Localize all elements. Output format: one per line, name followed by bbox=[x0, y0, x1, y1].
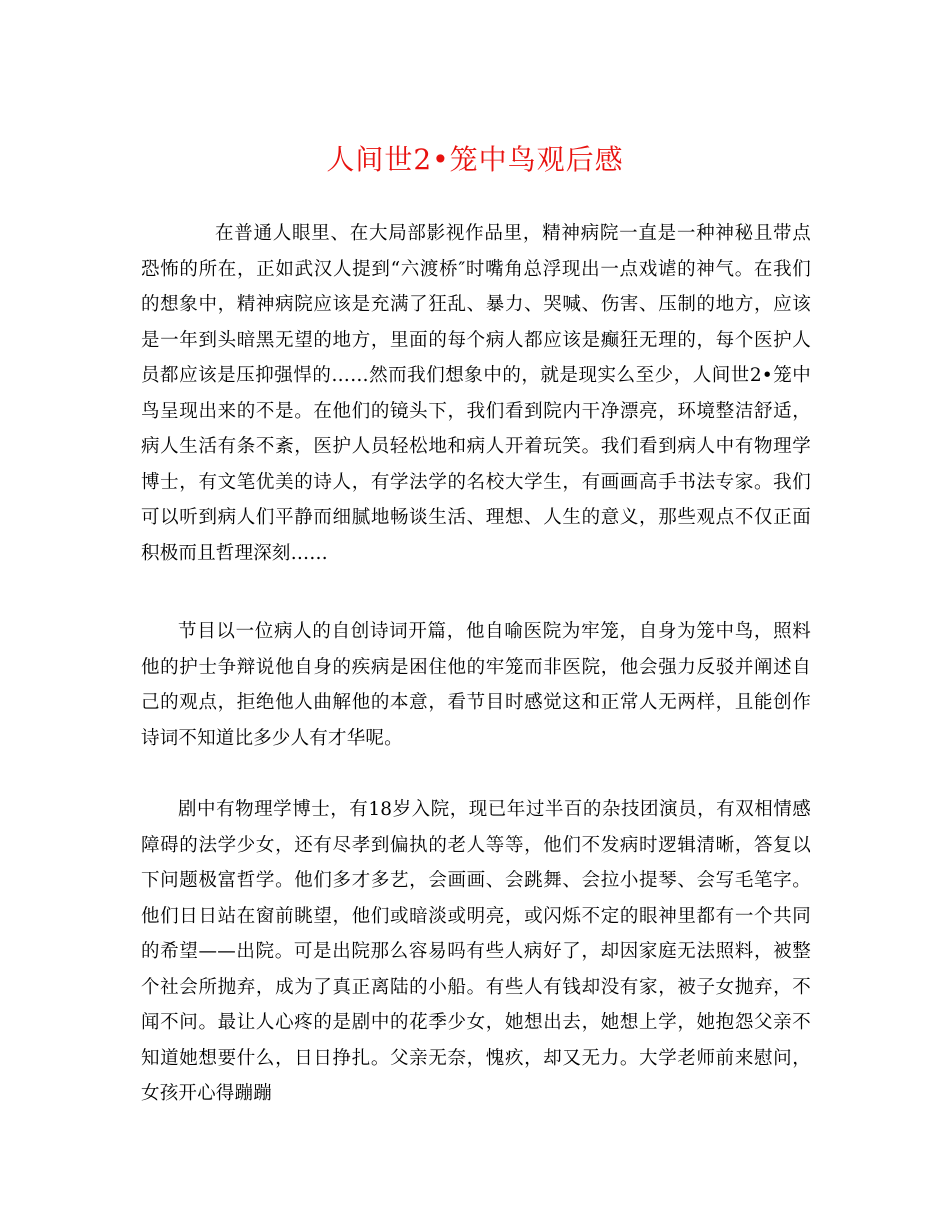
paragraph-3: 剧中有物理学博士，有18岁入院，现已年过半百的杂技团演员，有双相情感障碍的法学少女，还有尽孝到偏执的老人等等，他们不发病时逻辑清晰，答复以下问题极富哲学。他们多才多艺，会画画、会跳舞、会拉小提琴、会写毛笔字。他们日日站在窗前眺望，他们或暗淡或明亮，或闪烁不定的眼神里都有一个共同的希望——出院。可是出院那么容易吗有些人病好了，却因家庭无法照料，被整个社会所抛弃，成为了真正离陆的小船。有些人有钱却没有家，被子女抛弃，不闻不问。最让人心疼的是剧中的花季少女，她想出去，她想上学，她抱怨父亲不知道她想要什么，日日挣扎。父亲无奈，愧疚，却又无力。大学老师前来慰问，女孩开心得蹦蹦 bbox=[141, 799, 811, 1104]
paragraph-1: 在普通人眼里、在大局部影视作品里，精神病院一直是一种神秘且带点恐怖的所在，正如武汉人提到“六渡桥″时嘴角总浮现出一点戏谑的神气。在我们的想象中，精神病院应该是充满了狂乱、暴力、哭喊、伤害、压制的地方，应该是一年到头暗黑无望的地方，里面的每个病人都应该是癫狂无理的，每个医护人员都应该是压抑强悍的……然而我们想象中的，就是现实么至少，人间世2•笼中鸟呈现出来的不是。在他们的镜头下，我们看到院内干净漂亮，环境整洁舒适，病人生活有条不紊，医护人员轻松地和病人开着玩笑。我们看到病人中有物理学博士，有文笔优美的诗人，有学法学的名校大学生，有画画高手书法专家。我们可以听到病人们平静而细腻地畅谈生活、理想、人生的意义，那些观点不仅正面积极而且哲理深刻…… bbox=[141, 223, 811, 564]
document-title: 人间世2•笼中鸟观后感 bbox=[326, 143, 624, 176]
paragraph-2: 节目以一位病人的自创诗词开篇，他自喻医院为牢笼，自身为笼中鸟，照料他的护士争辩说他自身的疾病是困住他的牢笼而非医院，他会强力反驳并阐述自己的观点，拒绝他人曲解他的本意，看节目时感觉这和正常人无两样，且能创作诗词不知道比多少人有才华呢。 bbox=[141, 621, 811, 749]
